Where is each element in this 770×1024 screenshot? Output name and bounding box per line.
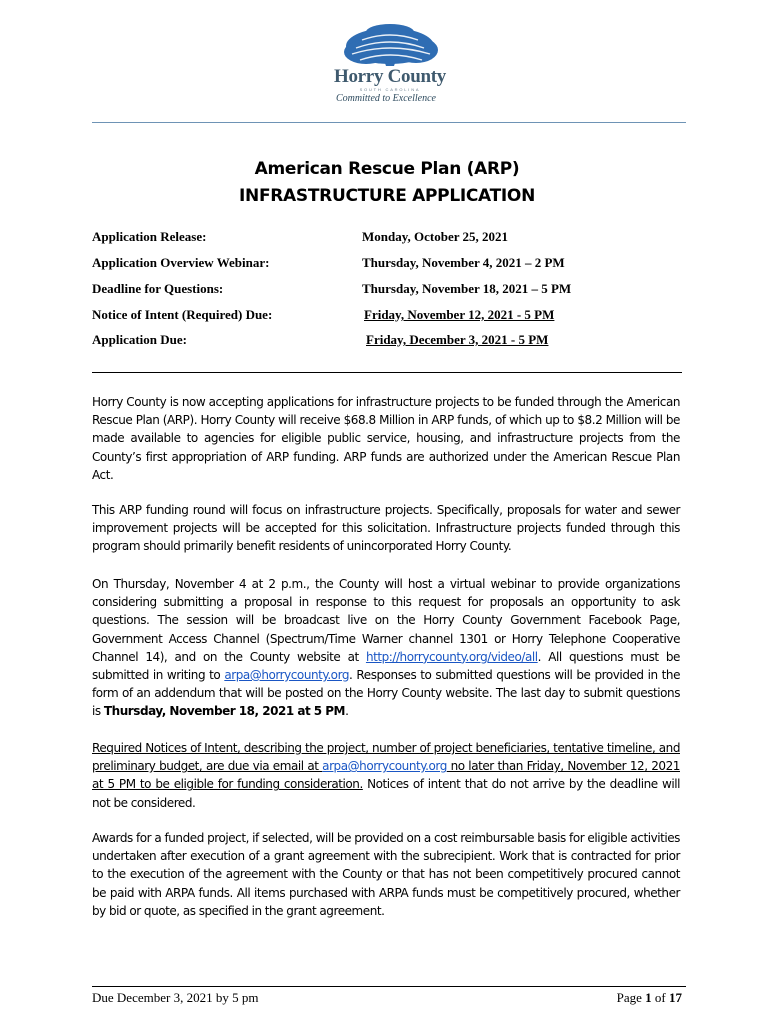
focus-paragraph: This ARP funding round will focus on infrastructure projects. Specifically, proposals for water and sewer improvement projects will be accepted for this solicitation. Infrastructure projects funded through this program should primarily benefit residents of unincorporated Horry County. [92, 503, 680, 554]
schedule-row [92, 332, 692, 348]
intro-paragraph: Horry County is now accepting applications for infrastructure projects to be funded through the American Rescue Plan (ARP). Horry County will receive $68.8 Million in ARP funds, of which up to $8.2 Million will be made available to agencies for eligible public service, housing, and infrastructure projects from the County’s first appropriation of ARP funding. ARP funds are authorized under the American Rescue Plan Act. [92, 395, 680, 482]
document-subtitle: INFRASTRUCTURE APPLICATION [239, 186, 535, 206]
logo-state: SOUTH CAROLINA [359, 87, 421, 92]
schedule-row [92, 281, 692, 297]
schedule-label: Application Release: [92, 229, 207, 244]
schedule-label: Application Overview Webinar: [92, 255, 270, 270]
schedule-value: Monday, October 25, 2021 [362, 229, 509, 244]
video-link[interactable]: http://horrycounty.org/video/all [365, 649, 538, 664]
page-total: 17 [669, 990, 682, 1005]
notice-text: Notices of intent that do not arrive by the deadline will not be considered. [92, 777, 680, 810]
page-current: 1 [645, 990, 652, 1005]
schedule-label: Notice of Intent (Required) Due: [92, 307, 273, 322]
header-divider [92, 122, 686, 123]
email-link[interactable]: arpa@horrycounty.org [224, 668, 350, 683]
schedule-value: Friday, December 3, 2021 - 5 PM [366, 332, 549, 347]
schedule-value: Thursday, November 18, 2021 – 5 PM [362, 281, 572, 296]
logo-county-name: Horry County [334, 66, 446, 87]
schedule-row [92, 255, 692, 271]
page-number [617, 990, 682, 1006]
questions-deadline: Thursday, November 18, 2021 at 5 PM [103, 704, 346, 719]
footer-divider [92, 986, 686, 987]
document-title: American Rescue Plan (ARP) [254, 159, 520, 179]
webinar-text: On Thursday, November 4 at 2 p.m., the County will host a virtual webinar to provide organizations considering submitting a proposal in response to this request for proposals an opportunity to ask questions. The session will be broadcast live on the Horry County Government Facebook Page, Government Access Channel (Spectrum/Time Warner channel 1301 or Horry Telephone Cooperative Channel 14), and on the County website at [92, 577, 680, 664]
schedule-value: Thursday, November 4, 2021 – 2 PM [362, 255, 565, 270]
notice-paragraph [92, 739, 680, 812]
notice-text: no later than Friday, November 12, 2021 at 5 PM to be eligible for funding consideration. [92, 759, 680, 792]
schedule-label: Deadline for Questions: [92, 281, 224, 296]
schedule-row [92, 307, 692, 323]
schedule-value: Friday, November 12, 2021 - 5 PM [364, 307, 555, 322]
webinar-text: . Responses to submitted questions will be provided in the form of an addendum that will be posted on the Horry County website. The last day to submit questions is [92, 668, 681, 719]
notice-email-link[interactable]: arpa@horrycounty.org [322, 759, 447, 774]
webinar-text: . [345, 704, 349, 719]
footer-due-date: Due December 3, 2021 by 5 pm [92, 990, 259, 1005]
schedule-label: Application Due: [92, 332, 187, 347]
notice-text: Required Notices of Intent, describing the project, number of project beneficiaries, tentative timeline, and preliminary budget, are due via email at [92, 741, 680, 774]
webinar-paragraph [92, 575, 680, 721]
page-prefix: Page [616, 990, 646, 1005]
section-divider [92, 372, 682, 373]
schedule-row [92, 229, 692, 245]
awards-paragraph: Awards for a funded project, if selected, will be provided on a cost reimbursable basis for eligible activities undertaken after execution of a grant agreement with the subrecipient. Work that is contracted for prior to the execution of the agreement with the County or that has not been competitively procured cannot be paid with ARPA funds. All items purchased with ARPA funds must be competitively procured, whether by bid or quote, as specified in the grant agreement. [92, 831, 680, 918]
webinar-text: . All questions must be submitted in writing to [92, 649, 680, 683]
logo-tagline: Committed to Excellence [336, 93, 436, 104]
page-of: of [651, 990, 669, 1005]
